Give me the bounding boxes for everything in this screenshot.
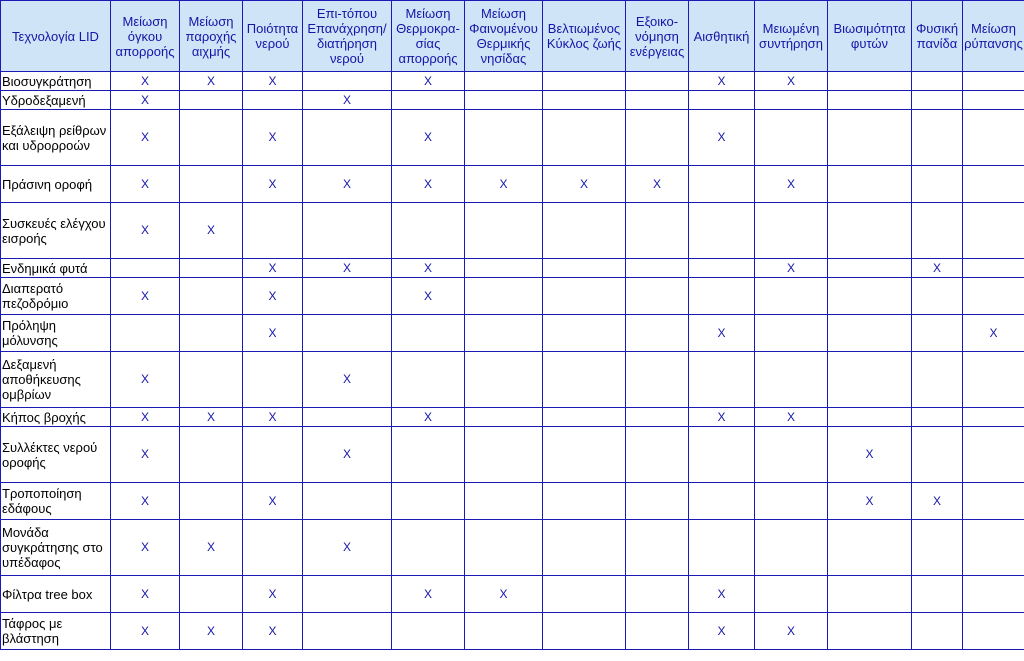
- table-cell: X: [180, 203, 243, 259]
- table-cell: X: [243, 72, 303, 91]
- table-cell: [963, 483, 1024, 520]
- table-cell: [392, 91, 465, 110]
- table-cell: [303, 613, 392, 650]
- table-cell: [543, 352, 626, 408]
- table-cell: [963, 259, 1024, 278]
- table-cell: [465, 613, 543, 650]
- table-row: [1, 483, 1024, 520]
- row-label-technology: Δεξαμενή αποθήκευσης ομβρίων: [1, 352, 111, 408]
- table-cell: [392, 483, 465, 520]
- table-row: [1, 352, 1024, 408]
- table-cell: [303, 278, 392, 315]
- table-cell: [626, 72, 689, 91]
- table-cell: [543, 259, 626, 278]
- table-cell: [755, 520, 828, 576]
- table-cell: [303, 483, 392, 520]
- table-cell: X: [392, 72, 465, 91]
- row-label-technology: Συλλέκτες νερού οροφής: [1, 427, 111, 483]
- table-cell: [755, 110, 828, 166]
- table-cell: [180, 166, 243, 203]
- table-cell: X: [392, 110, 465, 166]
- table-cell: X: [111, 613, 180, 650]
- table-cell: X: [912, 483, 963, 520]
- table-cell: [392, 427, 465, 483]
- table-cell: X: [465, 576, 543, 613]
- table-cell: X: [303, 166, 392, 203]
- table-cell: X: [828, 427, 912, 483]
- table-cell: [963, 72, 1024, 91]
- table-cell: [912, 352, 963, 408]
- table-cell: X: [755, 72, 828, 91]
- table-cell: X: [111, 576, 180, 613]
- table-row: [1, 110, 1024, 166]
- table-cell: X: [392, 259, 465, 278]
- table-cell: [963, 278, 1024, 315]
- table-cell: [963, 166, 1024, 203]
- column-header: Μειωμένη συντήρηση: [755, 1, 828, 72]
- table-header-row: [1, 1, 1024, 72]
- table-cell: [465, 278, 543, 315]
- table-row: [1, 91, 1024, 110]
- table-cell: X: [111, 110, 180, 166]
- table-cell: X: [828, 483, 912, 520]
- table-cell: [543, 483, 626, 520]
- table-row: [1, 613, 1024, 650]
- table-cell: [912, 203, 963, 259]
- table-cell: [912, 315, 963, 352]
- table-cell: X: [180, 72, 243, 91]
- table-cell: [465, 408, 543, 427]
- table-cell: [626, 483, 689, 520]
- table-cell: [828, 278, 912, 315]
- row-label-technology: Συσκευές ελέγχου εισροής: [1, 203, 111, 259]
- table-cell: [303, 576, 392, 613]
- table-cell: [963, 576, 1024, 613]
- table-cell: [465, 91, 543, 110]
- table-cell: [465, 352, 543, 408]
- table-cell: [626, 613, 689, 650]
- table-cell: X: [755, 613, 828, 650]
- table-cell: [111, 259, 180, 278]
- table-cell: X: [111, 520, 180, 576]
- table-cell: X: [111, 278, 180, 315]
- table-cell: X: [392, 166, 465, 203]
- table-cell: [465, 110, 543, 166]
- table-cell: [963, 203, 1024, 259]
- row-label-technology: Ενδημικά φυτά: [1, 259, 111, 278]
- table-cell: [626, 203, 689, 259]
- table-cell: [689, 427, 755, 483]
- table-cell: [180, 315, 243, 352]
- table-cell: [963, 427, 1024, 483]
- table-cell: [828, 576, 912, 613]
- table-row: [1, 408, 1024, 427]
- table-cell: [543, 110, 626, 166]
- table-cell: [626, 520, 689, 576]
- table-cell: [543, 613, 626, 650]
- table-cell: [689, 352, 755, 408]
- table-cell: [543, 408, 626, 427]
- table-cell: [626, 315, 689, 352]
- table-cell: [755, 91, 828, 110]
- table-cell: [828, 110, 912, 166]
- table-cell: [543, 203, 626, 259]
- table-cell: X: [392, 576, 465, 613]
- table-cell: [465, 72, 543, 91]
- table-cell: X: [303, 91, 392, 110]
- table-cell: [626, 427, 689, 483]
- row-label-technology: Βιοσυγκράτηση: [1, 72, 111, 91]
- table-cell: [303, 110, 392, 166]
- table-cell: [755, 483, 828, 520]
- table-cell: [689, 166, 755, 203]
- table-cell: [180, 427, 243, 483]
- table-row: [1, 166, 1024, 203]
- column-header: Μείωση παροχής αιχμής: [180, 1, 243, 72]
- table-cell: X: [111, 91, 180, 110]
- table-cell: [755, 427, 828, 483]
- table-cell: X: [111, 166, 180, 203]
- table-cell: X: [243, 315, 303, 352]
- table-cell: [912, 408, 963, 427]
- table-row: [1, 576, 1024, 613]
- table-cell: [828, 520, 912, 576]
- table-cell: [180, 483, 243, 520]
- column-header-technology: Τεχνολογία LID: [1, 1, 111, 72]
- table-cell: [912, 576, 963, 613]
- table-cell: [828, 613, 912, 650]
- table-cell: [828, 72, 912, 91]
- table-cell: [828, 203, 912, 259]
- table-cell: X: [392, 408, 465, 427]
- table-cell: [243, 427, 303, 483]
- column-header: Εξοικο-νόμηση ενέργειας: [626, 1, 689, 72]
- column-header: Βελτιωμένος Κύκλος ζωής: [543, 1, 626, 72]
- table-cell: [243, 520, 303, 576]
- table-cell: [912, 427, 963, 483]
- table-cell: [111, 315, 180, 352]
- table-cell: [755, 278, 828, 315]
- table-cell: [689, 520, 755, 576]
- table-cell: X: [303, 427, 392, 483]
- column-header: Μείωση όγκου απορροής: [111, 1, 180, 72]
- table-cell: X: [180, 408, 243, 427]
- table-cell: [755, 203, 828, 259]
- table-cell: [963, 110, 1024, 166]
- table-cell: [465, 483, 543, 520]
- table-cell: X: [111, 427, 180, 483]
- table-body: [1, 72, 1024, 650]
- table-cell: [963, 91, 1024, 110]
- table-cell: X: [303, 520, 392, 576]
- table-cell: [180, 259, 243, 278]
- table-cell: X: [689, 576, 755, 613]
- column-header: Ποιότητα νερού: [243, 1, 303, 72]
- table-cell: [963, 613, 1024, 650]
- table-cell: [392, 315, 465, 352]
- table-cell: [303, 315, 392, 352]
- table-cell: [543, 315, 626, 352]
- table-cell: X: [111, 203, 180, 259]
- table-cell: X: [243, 278, 303, 315]
- table-cell: X: [465, 166, 543, 203]
- table-cell: X: [180, 613, 243, 650]
- table-cell: X: [243, 408, 303, 427]
- table-row: [1, 278, 1024, 315]
- table-cell: [912, 72, 963, 91]
- table-cell: [465, 427, 543, 483]
- table-cell: X: [243, 166, 303, 203]
- table-cell: X: [243, 576, 303, 613]
- table-cell: [828, 408, 912, 427]
- table-row: [1, 520, 1024, 576]
- table-cell: [755, 576, 828, 613]
- table-cell: X: [755, 408, 828, 427]
- table-cell: [392, 613, 465, 650]
- table-cell: [303, 72, 392, 91]
- table-cell: X: [689, 408, 755, 427]
- table-cell: [392, 520, 465, 576]
- table-cell: [243, 203, 303, 259]
- table-cell: [243, 352, 303, 408]
- row-label-technology: Εξάλειψη ρείθρων και υδρορροών: [1, 110, 111, 166]
- column-header: Αισθητική: [689, 1, 755, 72]
- table-cell: X: [303, 352, 392, 408]
- table-cell: [465, 315, 543, 352]
- table-cell: [543, 576, 626, 613]
- table-row: [1, 259, 1024, 278]
- table-cell: [828, 166, 912, 203]
- table-cell: X: [755, 166, 828, 203]
- table-cell: [689, 483, 755, 520]
- table-row: [1, 203, 1024, 259]
- row-label-technology: Φίλτρα tree box: [1, 576, 111, 613]
- table-cell: [465, 520, 543, 576]
- table-cell: [180, 576, 243, 613]
- table-cell: [689, 278, 755, 315]
- table-cell: X: [689, 613, 755, 650]
- column-header: Φυσική πανίδα: [912, 1, 963, 72]
- table-cell: X: [963, 315, 1024, 352]
- table-cell: [180, 352, 243, 408]
- table-cell: [828, 259, 912, 278]
- table-cell: X: [111, 483, 180, 520]
- table-cell: [392, 352, 465, 408]
- table-cell: X: [689, 110, 755, 166]
- table-cell: X: [243, 613, 303, 650]
- table-cell: [828, 352, 912, 408]
- table-cell: X: [912, 259, 963, 278]
- table-cell: X: [180, 520, 243, 576]
- table-cell: [828, 315, 912, 352]
- column-header: Επι-τόπου Επανάχρηση/ διατήρηση νερού: [303, 1, 392, 72]
- table-cell: [180, 278, 243, 315]
- table-cell: [828, 91, 912, 110]
- table-cell: [543, 427, 626, 483]
- table-cell: X: [543, 166, 626, 203]
- row-label-technology: Τροποποίηση εδάφους: [1, 483, 111, 520]
- row-label-technology: Διαπερατό πεζοδρόμιο: [1, 278, 111, 315]
- table-cell: [912, 613, 963, 650]
- table-cell: [180, 91, 243, 110]
- table-cell: [689, 259, 755, 278]
- table-cell: [626, 352, 689, 408]
- table-cell: [180, 110, 243, 166]
- table-cell: [543, 278, 626, 315]
- column-header: Μείωση Θερμοκρα-σίας απορροής: [392, 1, 465, 72]
- table-cell: X: [689, 315, 755, 352]
- table-cell: [543, 91, 626, 110]
- row-label-technology: Πρόληψη μόλυνσης: [1, 315, 111, 352]
- row-label-technology: Κήπος βροχής: [1, 408, 111, 427]
- table-cell: [912, 520, 963, 576]
- table-cell: [626, 408, 689, 427]
- table-cell: [912, 110, 963, 166]
- row-label-technology: Τάφρος με βλάστηση: [1, 613, 111, 650]
- table-cell: X: [689, 72, 755, 91]
- table-cell: [963, 352, 1024, 408]
- column-header: Μείωση ρύπανσης: [963, 1, 1024, 72]
- table-cell: X: [243, 259, 303, 278]
- table-cell: [243, 91, 303, 110]
- table-cell: X: [303, 259, 392, 278]
- table-cell: [963, 408, 1024, 427]
- column-header: Μείωση Φαινομένου Θερμικής νησίδας: [465, 1, 543, 72]
- table-cell: [912, 91, 963, 110]
- table-cell: X: [243, 483, 303, 520]
- table-cell: [465, 203, 543, 259]
- table-cell: X: [392, 278, 465, 315]
- table-cell: [303, 408, 392, 427]
- column-header: Βιωσιμότητα φυτών: [828, 1, 912, 72]
- table-row: [1, 72, 1024, 91]
- table-cell: [543, 72, 626, 91]
- table-cell: [626, 278, 689, 315]
- table-cell: [543, 520, 626, 576]
- table-cell: [626, 576, 689, 613]
- table-cell: X: [111, 72, 180, 91]
- table-row: [1, 315, 1024, 352]
- table-cell: [912, 166, 963, 203]
- table-cell: [626, 259, 689, 278]
- table-cell: [689, 91, 755, 110]
- table-cell: [626, 110, 689, 166]
- table-cell: [303, 203, 392, 259]
- table-cell: [963, 520, 1024, 576]
- row-label-technology: Υδροδεξαμενή: [1, 91, 111, 110]
- table-cell: X: [111, 408, 180, 427]
- row-label-technology: Πράσινη οροφή: [1, 166, 111, 203]
- table-cell: [755, 352, 828, 408]
- table-cell: [465, 259, 543, 278]
- table-cell: X: [626, 166, 689, 203]
- table-cell: [392, 203, 465, 259]
- table-cell: [912, 278, 963, 315]
- table-row: [1, 427, 1024, 483]
- row-label-technology: Μονάδα συγκράτησης στο υπέδαφος: [1, 520, 111, 576]
- table-cell: [626, 91, 689, 110]
- table-cell: X: [755, 259, 828, 278]
- table-cell: X: [111, 352, 180, 408]
- table-cell: [755, 315, 828, 352]
- table-cell: X: [243, 110, 303, 166]
- table-cell: [689, 203, 755, 259]
